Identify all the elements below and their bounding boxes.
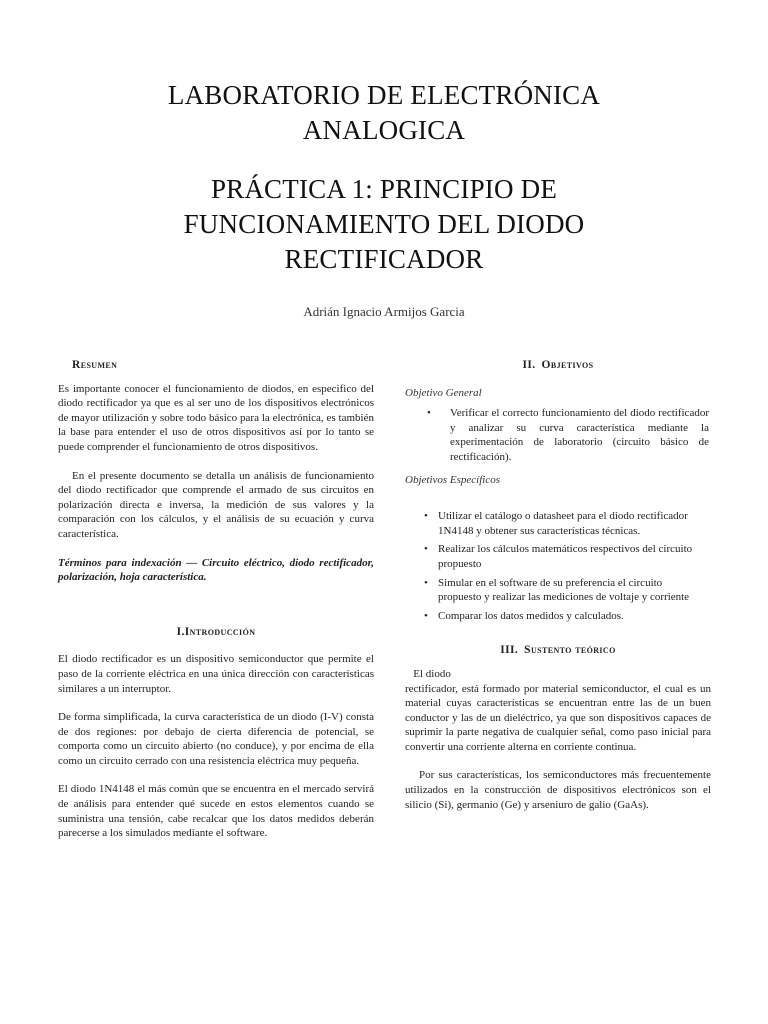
objetivo-general-list	[405, 406, 711, 464]
author-name: Adrián Ignacio Armijos Garcia	[303, 304, 465, 319]
bullet-icon: •	[424, 510, 428, 523]
left-column	[58, 358, 374, 841]
objetivos-especificos-list	[405, 509, 711, 623]
sustento-number: III.	[500, 644, 519, 657]
list-item: • Verificar el correcto funcionamiento del diodo rectificador y analizar su curva característica mediante la experimentación de laboratorio (circuito básico de rectificación).	[427, 407, 709, 463]
resumen-paragraph-1: Es importante conocer el funcionamiento de diodos, en especifico del diodo rectificador ya que es al ser uno de los dispositivos electrónicos de mayor utilización y sobre todo básico para la electrónica, es también la base para entender el uso de otros dispositivos así por lo tanto se puede comprender el funcionamiento de otros dispositivos.	[58, 382, 374, 453]
list-item: • Simular en el software de su preferencia el circuito propuesto y realizar las mediciones de voltaje y corriente	[424, 576, 690, 604]
intro-paragraph-2: De forma simplificada, la curva característica de un diodo (I-V) consta de dos regiones: por debajo de cierta diferencia de potencial, se comporta como un circuito abierto (no conduce), y por encima de ella como un circuito cerrado con una resistencia eléctrica muy pequeña.	[58, 711, 374, 767]
list-item: • Comparar los datos medidos y calculados.	[424, 609, 624, 622]
title-line-4: FUNCIONAMIENTO DEL DIODO	[183, 209, 585, 239]
index-terms: Términos para indexación — Circuito eléctrico, diodo rectificador, polarización, hoja característica.	[58, 556, 374, 584]
objetivos-title: Objetivos	[541, 359, 594, 371]
objetivos-especificos-label: Objetivos Específicos	[405, 473, 501, 486]
resumen-paragraph-2: En el presente documento se detalla un análisis de funcionamiento del diodo rectificador que comprende el armado de sus circuitos en polarización directa e inversa, la medición de sus valores y la comparación con los cálculos, y el análisis de su ecuación y curva característica.	[58, 469, 374, 540]
list-item: • Utilizar el catálogo o datasheet para el diodo rectificador 1N4148 y obtener sus características técnicas.	[424, 510, 688, 537]
paper-title	[0, 78, 768, 277]
bullet-icon: •	[424, 543, 428, 556]
objetivos-number: II.	[522, 359, 536, 371]
right-column	[405, 358, 711, 812]
sustento-paragraph-2: Por sus características, los semiconductores más frecuentemente utilizados en la construcción de dispositivos electrónicos son el silicio (Si), germanio (Ge) y arseniuro de galio (GaAs).	[405, 769, 711, 811]
sustento-heading	[405, 643, 711, 658]
title-line-1: LABORATORIO DE ELECTRÓNICA	[167, 80, 601, 110]
intro-paragraph-1: El diodo rectificador es un dispositivo semiconductor que permite el paso de la corriente eléctrica en una única dirección con características similares a un interruptor.	[58, 653, 374, 695]
objetivo-general-label: Objetivo General	[405, 386, 482, 399]
bullet-icon: •	[424, 609, 428, 622]
title-line-3: PRÁCTICA 1: PRINCIPIO DE	[210, 174, 558, 204]
list-item: • Realizar los cálculos matemáticos respectivos del circuito propuesto	[424, 543, 693, 570]
resumen-heading: Resumen	[72, 359, 118, 371]
sustento-title: Sustento teórico	[524, 644, 616, 657]
bullet-icon: •	[427, 407, 431, 420]
intro-heading: I.Introducción	[176, 625, 256, 638]
objetivos-heading	[405, 358, 711, 373]
sustento-lead: El diodo	[413, 667, 451, 680]
sustento-paragraph-1: rectificador, está formado por material semiconductor, el cual es un material cuyas características se encuentran entre las de un buen conductor y las de un dieléctrico, ya que son dispositivos capaces de suprimir la parte negativa de cualquier señal, como paso inicial para convertir una corriente alterna en corriente continua.	[405, 682, 711, 753]
title-line-2: ANALOGICA	[302, 115, 466, 145]
title-line-5: RECTIFICADOR	[284, 244, 484, 274]
bullet-icon: •	[424, 576, 428, 589]
intro-paragraph-3: El diodo 1N4148 el más común que se encuentra en el mercado servirá de análisis para entender qué sucede en estos elementos cuando se suministra una tensión, cabe recalcar que los datos medidos deberán parecerse a los simulados mediante el software.	[58, 783, 374, 840]
